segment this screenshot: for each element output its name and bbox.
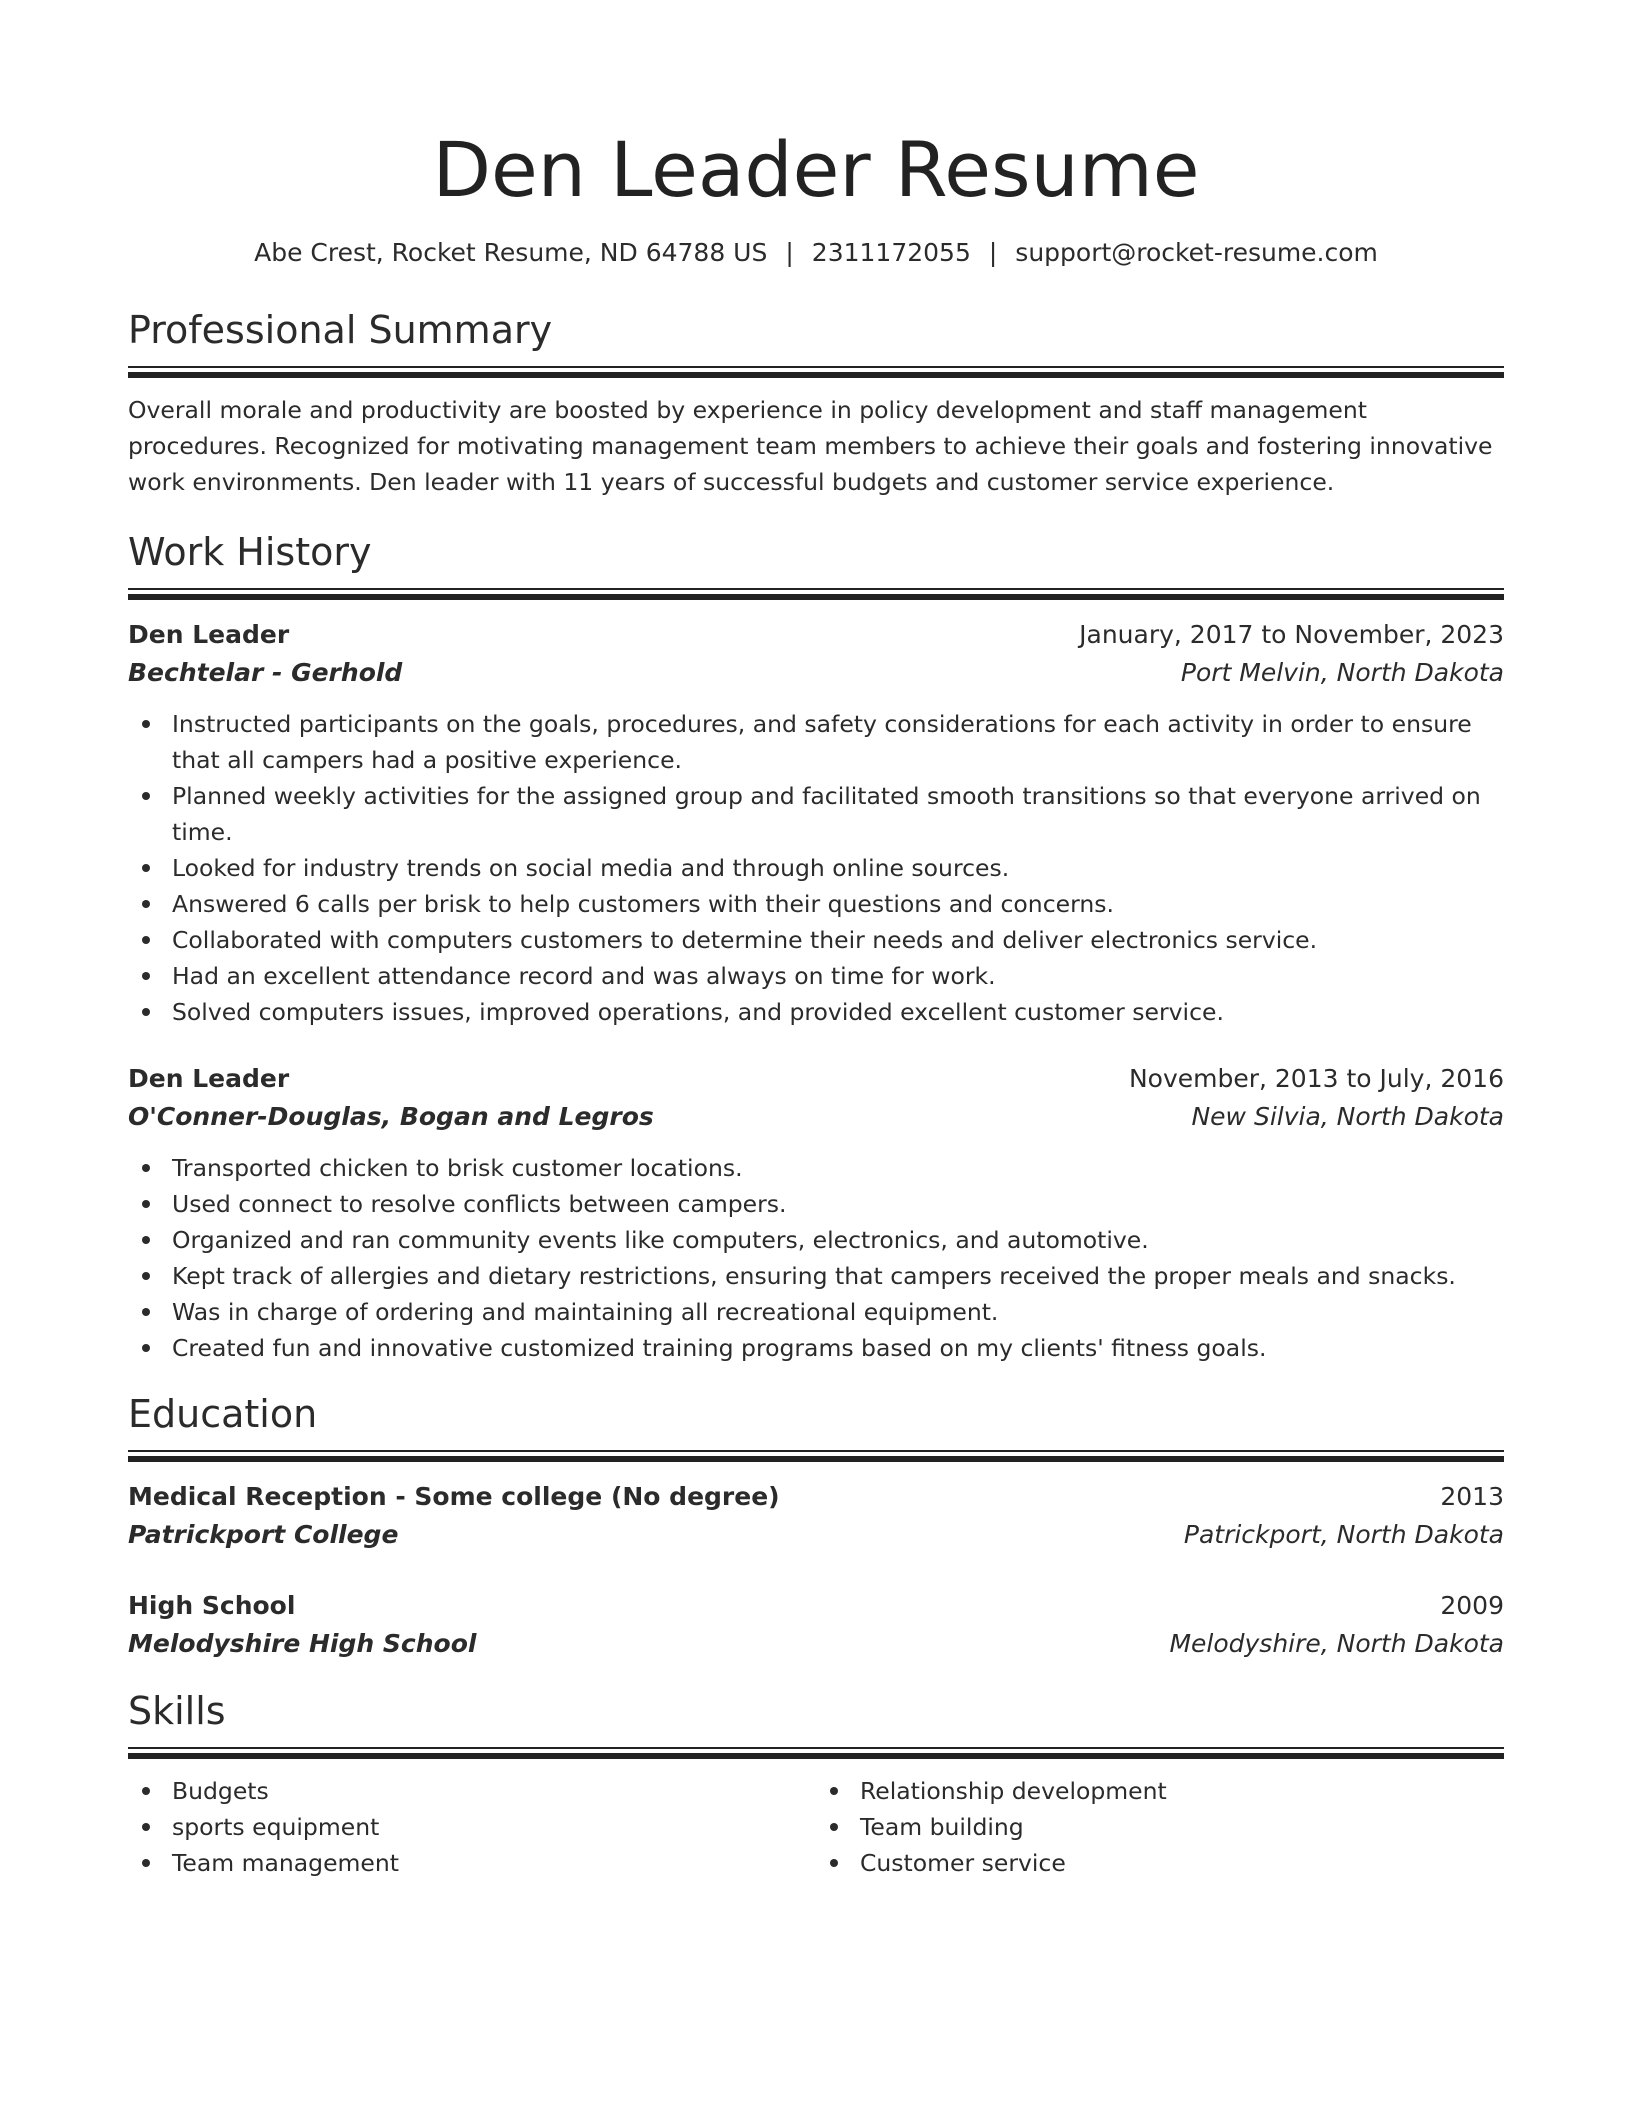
contact-email: support@rocket-resume.com [1015, 238, 1378, 267]
skill-item: Budgets [128, 1773, 816, 1809]
list-item: Looked for industry trends on social media and through online sources. [128, 850, 1504, 886]
section-title-skills: Skills [128, 1689, 226, 1733]
job-title: Den Leader [128, 620, 290, 649]
summary-text: Overall morale and productivity are boosted by experience in policy development and staff management procedures. Recognized for motivating management team members to achieve their goals and fostering innovative work environments. Den leader with 11 years of successful budgets and customer service experience. [128, 396, 1493, 496]
education-school-row [128, 1516, 1504, 1554]
job-bullets [128, 1150, 1504, 1366]
job-header-row [128, 616, 1504, 654]
summary-section [128, 306, 1504, 500]
education-school: Patrickport College [128, 1520, 399, 1549]
job-bullets [128, 706, 1504, 1030]
contact-phone: 2311172055 [811, 238, 971, 267]
education-location: Melodyshire, North Dakota [1169, 1629, 1504, 1658]
work-section [128, 528, 1504, 1366]
section-title-work: Work History [128, 530, 372, 574]
education-degree: Medical Reception - Some college (No degree) [128, 1482, 780, 1511]
skills-list-left [128, 1773, 816, 1881]
contact-line [128, 236, 1504, 270]
education-year: 2013 [1440, 1482, 1504, 1511]
job-entry [128, 1060, 1504, 1366]
section-divider [128, 1450, 1504, 1462]
job-company-row [128, 654, 1504, 692]
section-title-education: Education [128, 1392, 318, 1436]
section-divider [128, 1747, 1504, 1759]
job-location: New Silvia, North Dakota [1191, 1102, 1504, 1131]
contact-address: Abe Crest, Rocket Resume, ND 64788 US [254, 238, 768, 267]
skill-item: Team building [816, 1809, 1504, 1845]
list-item: Had an excellent attendance record and was always on time for work. [128, 958, 1504, 994]
list-item: Was in charge of ordering and maintaining all recreational equipment. [128, 1294, 1504, 1330]
education-section [128, 1390, 1504, 1663]
list-item: Solved computers issues, improved operations, and provided excellent customer service. [128, 994, 1504, 1030]
list-item: Instructed participants on the goals, procedures, and safety considerations for each activity in order to ensure that all campers had a positive experience. [128, 706, 1504, 778]
skill-item: Relationship development [816, 1773, 1504, 1809]
skill-item: sports equipment [128, 1809, 816, 1845]
contact-separator: | [988, 238, 998, 267]
list-item: Planned weekly activities for the assigned group and facilitated smooth transitions so that everyone arrived on time. [128, 778, 1504, 850]
job-location: Port Melvin, North Dakota [1180, 658, 1504, 687]
skill-item: Customer service [816, 1845, 1504, 1881]
list-item: Answered 6 calls per brisk to help customers with their questions and concerns. [128, 886, 1504, 922]
job-dates: January, 2017 to November, 2023 [1079, 620, 1504, 649]
skills-columns [128, 1773, 1504, 1881]
education-location: Patrickport, North Dakota [1183, 1520, 1504, 1549]
list-item: Transported chicken to brisk customer locations. [128, 1150, 1504, 1186]
job-company: Bechtelar - Gerhold [128, 658, 403, 687]
list-item: Used connect to resolve conflicts between campers. [128, 1186, 1504, 1222]
list-item: Created fun and innovative customized training programs based on my clients' fitness goals. [128, 1330, 1504, 1366]
section-title-summary: Professional Summary [128, 308, 553, 352]
job-title: Den Leader [128, 1064, 290, 1093]
skills-list-right [816, 1773, 1504, 1881]
section-divider [128, 588, 1504, 600]
list-item: Kept track of allergies and dietary restrictions, ensuring that campers received the proper meals and snacks. [128, 1258, 1504, 1294]
education-entry [128, 1587, 1504, 1663]
job-company-row [128, 1098, 1504, 1136]
skill-item: Team management [128, 1845, 816, 1881]
list-item: Collaborated with computers customers to determine their needs and deliver electronics service. [128, 922, 1504, 958]
resume-title: Den Leader Resume [432, 125, 1200, 214]
list-item: Organized and ran community events like computers, electronics, and automotive. [128, 1222, 1504, 1258]
job-header-row [128, 1060, 1504, 1098]
job-entry [128, 616, 1504, 1030]
education-year: 2009 [1440, 1591, 1504, 1620]
contact-separator: | [785, 238, 794, 267]
education-school-row [128, 1625, 1504, 1663]
education-header-row [128, 1587, 1504, 1625]
education-school: Melodyshire High School [128, 1629, 477, 1658]
education-header-row [128, 1478, 1504, 1516]
job-company: O'Conner-Douglas, Bogan and Legros [128, 1102, 654, 1131]
education-degree: High School [128, 1591, 296, 1620]
section-divider [128, 366, 1504, 378]
job-dates: November, 2013 to July, 2016 [1128, 1064, 1504, 1093]
skills-section [128, 1687, 1504, 1881]
education-entry [128, 1478, 1504, 1554]
